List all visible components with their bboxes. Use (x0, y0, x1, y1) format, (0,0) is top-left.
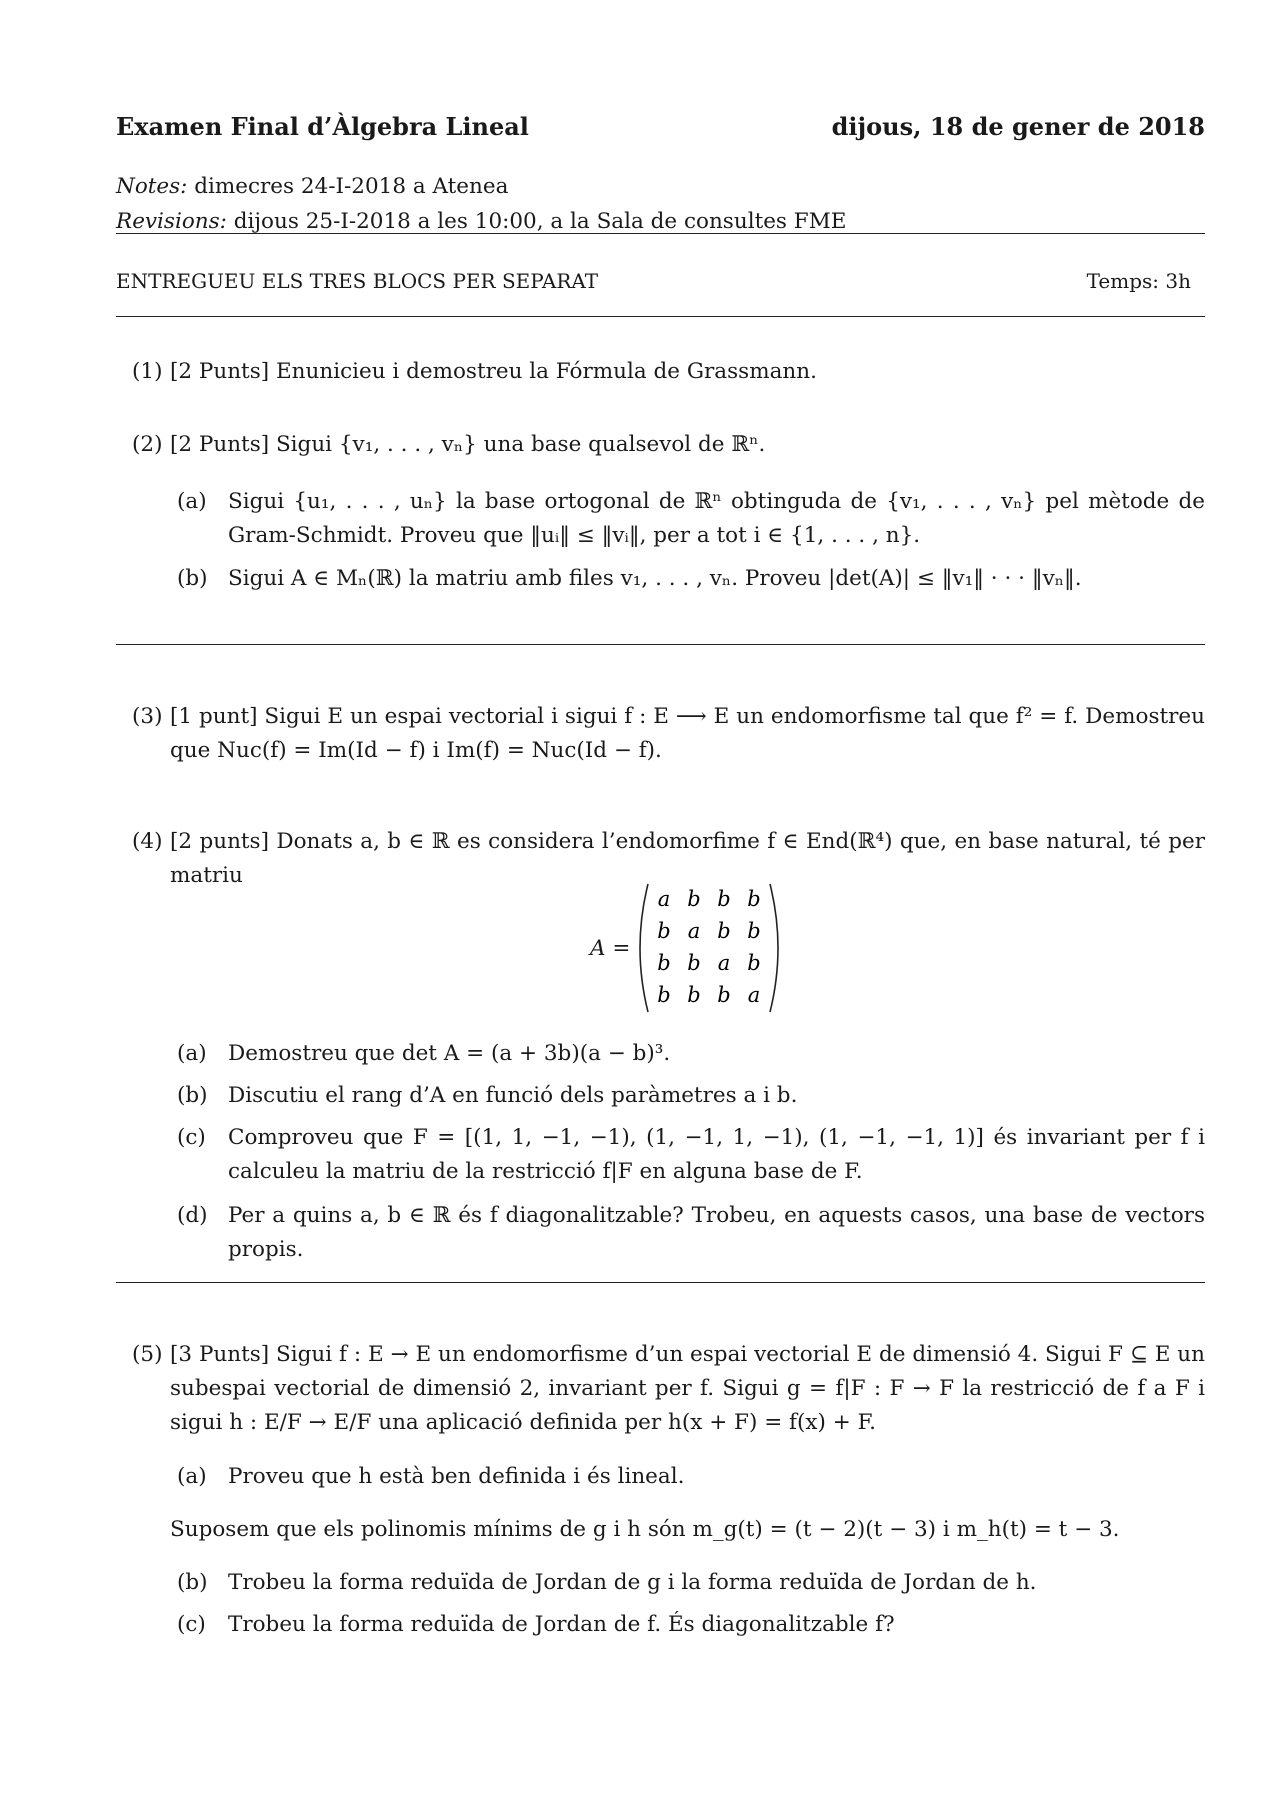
problem-number: (2) (132, 432, 163, 457)
matrix-cell: b (687, 951, 701, 975)
part-label: (b) (177, 566, 208, 591)
matrix-cell: b (747, 919, 761, 943)
problem-text: [2 Punts] Enunicieu i demostreu la Fórmula de Grassmann. (170, 359, 817, 384)
matrix-cell: a (717, 951, 731, 975)
left-paren (640, 884, 648, 1012)
part-label: (a) (177, 489, 207, 514)
time-limit: Temps: 3h (1086, 269, 1191, 293)
instructions-row (116, 264, 1205, 298)
part-text: Trobeu la forma reduïda de Jordan de g i la forma reduïda de Jordan de h. (228, 1570, 1037, 1595)
divider (116, 1282, 1205, 1283)
matrix-cell: b (747, 887, 761, 911)
part-text: Proveu que h està ben definida i és lineal. (228, 1464, 685, 1489)
exam-notes (116, 170, 1205, 240)
part-label: (d) (177, 1203, 208, 1228)
part-label: (b) (177, 1570, 208, 1595)
revisions-line (116, 205, 1205, 240)
problem-5-part-a (177, 1460, 1205, 1494)
part-text: Sigui A ∈ Mₙ(ℝ) la matriu amb files v₁, . . . , vₙ. Proveu |det(A)| ≤ ‖v₁‖ · · · ‖vₙ‖. (228, 566, 1082, 591)
problem-2-part-b (177, 562, 1205, 596)
matrix-cell: a (657, 887, 671, 911)
part-text: Comproveu que F = [(1, 1, −1, −1), (1, −1, 1, −1), (1, −1, −1, 1)] és invariant per f i calculeu la matriu de la restricció f|F en alguna base de F. (228, 1125, 1205, 1184)
notes-label: Notes: (116, 174, 188, 199)
problem-5-part-b (177, 1566, 1205, 1600)
problem-2-part-a (177, 485, 1205, 553)
matrix-cell: b (657, 983, 671, 1007)
part-text: Sigui {u₁, . . . , uₙ} la base ortogonal de ℝⁿ obtinguda de {v₁, . . . , vₙ} pel mètode de Gram-Schmidt. Proveu que ‖uᵢ‖ ≤ ‖vᵢ‖, per a tot i ∈ {1, . . . , n}. (228, 489, 1205, 548)
notes-line (116, 170, 1205, 205)
matrix-cell: b (717, 919, 731, 943)
exam-title: Examen Final d’Àlgebra Lineal (116, 112, 529, 141)
divider (116, 233, 1205, 234)
matrix-grid (634, 880, 784, 1016)
instructions-text: ENTREGUEU ELS TRES BLOCS PER SEPARAT (116, 269, 599, 293)
matrix-cell: a (747, 983, 761, 1007)
problem-2 (132, 428, 1205, 462)
problem-3 (132, 700, 1205, 768)
exam-date: dijous, 18 de gener de 2018 (831, 112, 1205, 141)
part-text: Per a quins a, b ∈ ℝ és f diagonalitzable? Trobeu, en aquests casos, una base de vectors propis. (228, 1203, 1205, 1262)
right-paren (770, 884, 778, 1012)
revisions-label: Revisions: (116, 209, 227, 234)
notes-text: dimecres 24-I-2018 a Atenea (187, 174, 509, 199)
problem-5-assumption: Suposem que els polinomis mínims de g i h són m_g(t) = (t − 2)(t − 3) i m_h(t) = t − 3. (170, 1517, 1120, 1542)
part-label: (c) (177, 1125, 206, 1150)
matrix-cell: b (687, 983, 701, 1007)
divider (116, 316, 1205, 317)
revisions-text: dijous 25-I-2018 a les 10:00, a la Sala de consultes FME (226, 209, 847, 234)
divider (116, 644, 1205, 645)
problem-5 (132, 1338, 1205, 1440)
matrix-cell: b (657, 951, 671, 975)
problem-text: [2 Punts] Sigui {v₁, . . . , vₙ} una base qualsevol de ℝⁿ. (170, 432, 766, 457)
problem-1 (132, 355, 1205, 389)
matrix-cell: b (717, 983, 731, 1007)
part-text: Trobeu la forma reduïda de Jordan de f. És diagonalitzable f? (228, 1612, 895, 1637)
part-text: Discutiu el rang d’A en funció dels paràmetres a i b. (228, 1083, 798, 1108)
part-text: Demostreu que det A = (a + 3b)(a − b)³. (228, 1041, 671, 1066)
problem-number: (5) (132, 1342, 163, 1367)
matrix-lhs: A = (590, 936, 631, 961)
problem-5-part-c (177, 1608, 1205, 1642)
problem-number: (3) (132, 704, 163, 729)
problem-text: [2 punts] Donats a, b ∈ ℝ es considera l’endomorfime f ∈ End(ℝ⁴) que, en base natural, té per matriu (170, 829, 1205, 888)
problem-text: [3 Punts] Sigui f : E → E un endomorfisme d’un espai vectorial E de dimensió 4. Sigui F ⊆ E un subespai vectorial de dimensió 2, invariant per f. Sigui g = f|F : F → F la restricció de f a F i sigui h : E/F → E/F una aplicació definida per h(x + F) = f(x) + F. (170, 1342, 1205, 1435)
part-label: (b) (177, 1083, 208, 1108)
problem-4-part-d (177, 1199, 1205, 1267)
part-label: (c) (177, 1612, 206, 1637)
problem-text: [1 punt] Sigui E un espai vectorial i sigui f : E ⟶ E un endomorfisme tal que f² = f. Demostreu que Nuc(f) = Im(Id − f) i Im(f) = Nuc(Id − f). (170, 704, 1205, 763)
problem-number: (4) (132, 829, 163, 854)
part-label: (a) (177, 1464, 207, 1489)
exam-header (116, 110, 1205, 144)
matrix-cell: b (687, 887, 701, 911)
matrix-cell: b (747, 951, 761, 975)
matrix-cell: b (657, 919, 671, 943)
problem-number: (1) (132, 359, 163, 384)
problem-4-part-b (177, 1079, 1205, 1113)
problem-4-part-a (177, 1037, 1205, 1071)
problem-4-part-c (177, 1121, 1205, 1189)
matrix-cell: a (687, 919, 701, 943)
matrix-a (590, 880, 790, 1016)
part-label: (a) (177, 1041, 207, 1066)
matrix-cell: b (717, 887, 731, 911)
